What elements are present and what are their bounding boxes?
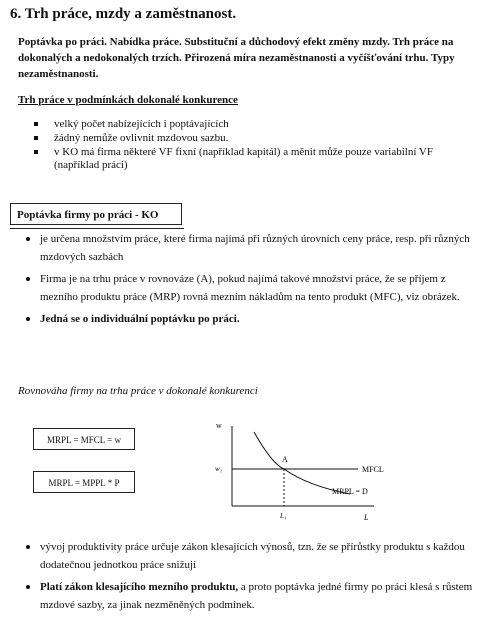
figure-caption: Rovnováha firmy na trhu práce v dokonalé konkurenci bbox=[18, 385, 258, 397]
bullet-icon bbox=[26, 545, 30, 549]
y-axis-label: w bbox=[216, 421, 222, 430]
square-bullet-icon bbox=[34, 150, 38, 154]
x-axis-label: L bbox=[364, 513, 369, 522]
mrp-label: MRPL = D bbox=[332, 487, 368, 496]
productivity-list bbox=[20, 538, 475, 618]
list-item: vývoj produktivity práce určuje zákon klesajících výnosů, tzn. že se přírůstky produktu s každou dodatečnou jednotkou práce snižují bbox=[20, 538, 475, 574]
perfect-competition-list bbox=[30, 118, 470, 173]
list-item: Platí zákon klesajícího mezního produktu, a proto poptávka jedné firmy po práci klesá s růstem mzdové sazby, za jinak nezměněných podmínek. bbox=[20, 578, 475, 614]
list-item: Jedná se o individuální poptávku po práci. bbox=[20, 310, 475, 328]
bullet-icon bbox=[26, 317, 30, 321]
equation-box-equilibrium: MRPL = MFCL = w bbox=[33, 428, 135, 450]
wage-label: w₁ bbox=[215, 465, 223, 473]
bullet-icon bbox=[26, 237, 30, 241]
bullet-icon bbox=[26, 585, 30, 589]
square-bullet-icon bbox=[34, 136, 38, 140]
list-item: Firma je na trhu práce v rovnováze (A), pokud najímá takové množství práce, že se příjem z mezního produktu práce (MRP) rovná mezním nákladům na tento produkt (MFC), viz obrázek. bbox=[20, 270, 475, 306]
labor-demand-title-box: Poptávka firmy po práci - KO bbox=[10, 203, 182, 225]
labor-demand-list bbox=[20, 230, 475, 332]
list-item: velký počet nabízejících i poptávajících bbox=[30, 118, 470, 131]
list-item: je určena množstvím práce, které firma najímá při různých úrovních ceny práce, resp. při různých mzdových sazbách bbox=[20, 230, 475, 266]
page-heading: 6. Trh práce, mzdy a zaměstnanost. bbox=[10, 6, 237, 22]
mfc-label: MFCL bbox=[362, 465, 384, 474]
mrp-demand-curve bbox=[254, 432, 350, 494]
equation-box-mrp: MRPL = MPPL * P bbox=[33, 471, 135, 493]
list-item: v KO má firma některé VF fixní (například kapitál) a měnit může pouze variabilní VF (například práci) bbox=[30, 146, 470, 172]
bullet-icon bbox=[26, 277, 30, 281]
equilibrium-point-label: A bbox=[282, 455, 288, 464]
divider bbox=[10, 228, 184, 229]
list-item: žádný nemůže ovlivnit mzdovou sazbu. bbox=[30, 132, 470, 145]
square-bullet-icon bbox=[34, 122, 38, 126]
intro-paragraph: Poptávka po práci. Nabídka práce. Substituční a důchodový efekt změny mzdy. Trh práce na dokonalých a nedokonalých trzích. Přirozená míra nezaměstnanosti a vyčíšťování trhu. Typy nezaměstnanosti. bbox=[18, 36, 455, 80]
labor-equilibrium-graph bbox=[212, 418, 402, 530]
labor-quantity-label: L₁ bbox=[280, 512, 287, 520]
section-perfect-competition-title: Trh práce v podmínkách dokonalé konkurence bbox=[18, 94, 238, 106]
